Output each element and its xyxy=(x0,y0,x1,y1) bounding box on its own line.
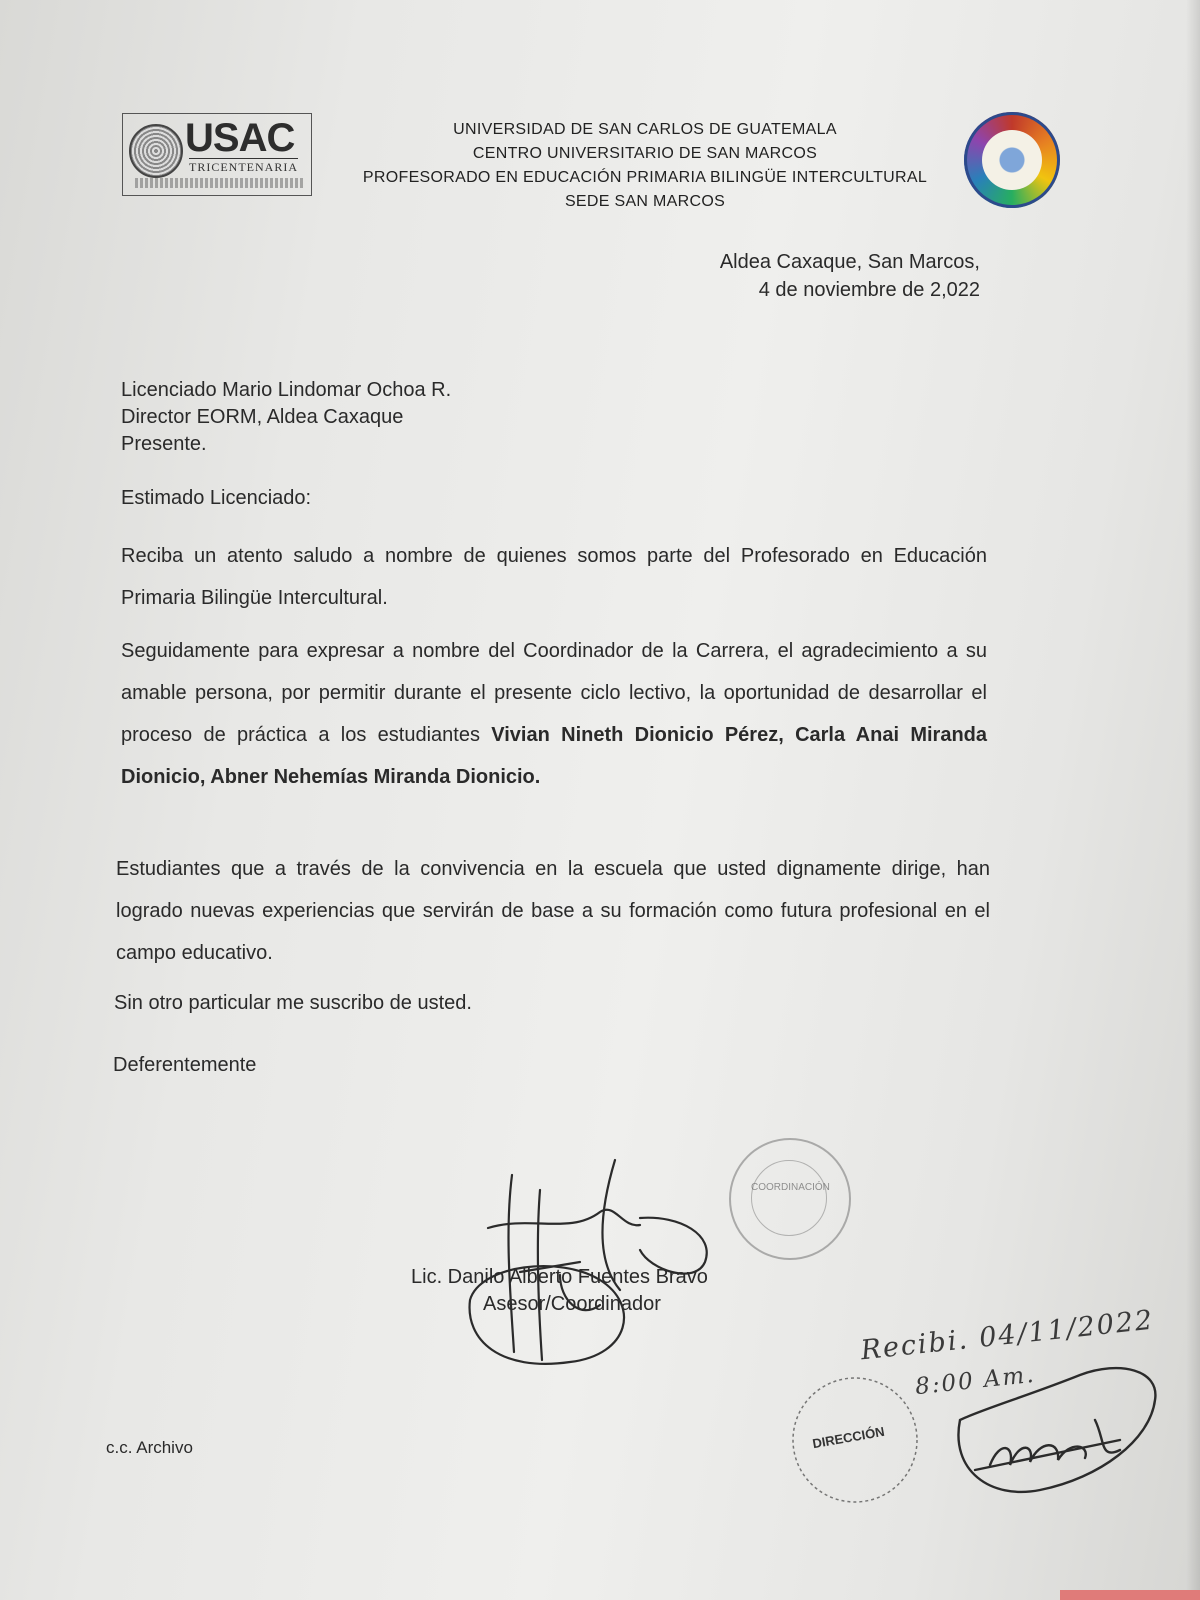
signer-title: Asesor/Coordinador xyxy=(483,1293,661,1315)
coordinacion-stamp-label: COORDINACIÓN xyxy=(751,1182,830,1193)
bottom-edge-mark xyxy=(1060,1590,1200,1600)
recipient-role: Director EORM, Aldea Caxaque xyxy=(121,406,404,428)
letterhead-line-4: SEDE SAN MARCOS xyxy=(564,193,726,210)
cc-archive: c.c. Archivo xyxy=(106,1438,193,1457)
paragraph-sign-off: Sin otro particular me suscribo de usted. xyxy=(114,992,472,1014)
signature-coordinator xyxy=(470,1160,707,1364)
salutation: Estimado Licenciado: xyxy=(121,487,312,509)
direccion-stamp-label: DIRECCIÓN xyxy=(811,1423,886,1452)
paragraph-thanks-text: Seguidamente para expresar a nombre del Coordinador de la Carrera, el agradecimiento a su amable persona, por permitir durante el presente ciclo lectivo, la oportunidad de desarrollar el proceso de práctica a los estudiantes xyxy=(121,640,987,746)
closing: Deferentemente xyxy=(113,1054,257,1076)
letterhead-line-1: UNIVERSIDAD DE SAN CARLOS DE GUATEMALA xyxy=(453,121,837,138)
recipient-name: Licenciado Mario Lindomar Ochoa R. xyxy=(121,379,452,401)
letterhead-line-3: PROFESORADO EN EDUCACIÓN PRIMARIA BILINGÜE INTERCULTURAL xyxy=(362,169,928,186)
date-day: 4 de noviembre de 2,022 xyxy=(758,279,980,301)
letterhead-line-2: CENTRO UNIVERSITARIO DE SAN MARCOS xyxy=(472,145,818,162)
date-place: Aldea Caxaque, San Marcos, xyxy=(719,251,980,273)
received-note: Recibi. 04/11/2022 xyxy=(859,1304,1156,1367)
received-time: 8:00 Am. xyxy=(913,1361,1037,1401)
direccion-stamp xyxy=(790,1378,920,1508)
paragraph-greeting: Reciba un atento saludo a nombre de quienes somos parte del Profesorado en Educación Primaria Bilingüe Intercultural. xyxy=(121,545,987,609)
page-edge-shadow xyxy=(1186,0,1200,1600)
signer-name: Lic. Danilo Alberto Fuentes Bravo xyxy=(411,1266,708,1288)
usac-logo-subtext: TRICENTENARIA xyxy=(189,160,298,174)
student-names: Vivian Nineth Dionicio Pérez, Carla Anai Miranda Dionicio, Abner Nehemías Miranda Dionicio. xyxy=(121,724,987,788)
recipient-presente: Presente. xyxy=(121,433,207,455)
paragraph-students: Estudiantes que a través de la convivencia en la escuela que usted dignamente dirige, han logrado nuevas experiencias que servirán de base a su formación como futura profesional en el campo educativo. xyxy=(116,858,990,964)
usac-logo-text: USAC xyxy=(185,116,295,160)
